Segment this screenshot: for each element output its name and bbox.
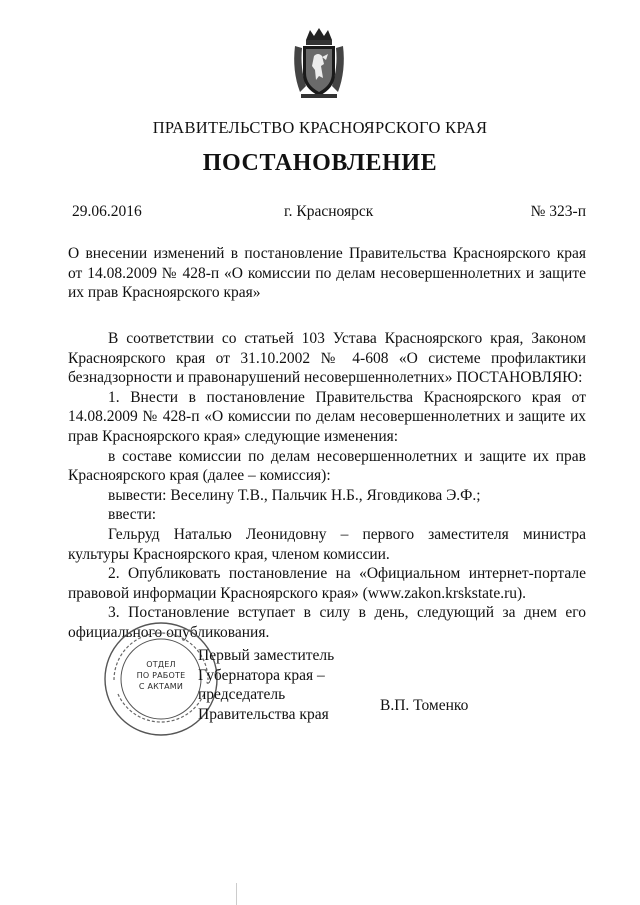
document-city: г. Красноярск: [284, 203, 374, 220]
signatory-role-line-3: председатель: [198, 686, 286, 704]
signatory-name: В.П. Томенко: [380, 697, 469, 714]
stamp-line-1: ОТДЕЛ: [146, 660, 176, 669]
stamp-line-3: С АКТАМИ: [138, 682, 184, 691]
document-number: № 323-п: [530, 203, 586, 220]
scan-margin-mark: [236, 883, 237, 905]
paragraph-new-member: Гельруд Наталью Леонидовну – первого заместителя министра культуры Красноярского края, членом комиссии.: [68, 525, 586, 563]
paragraph-basis: В соответствии со статьей 103 Устава Красноярского края, Законом Красноярского края от 31.10.2002 № 4-608 «О системе профилактики безнадзорности и правонарушений несовершеннолетних» ПОСТАНОВЛЯЮ:: [68, 330, 586, 387]
signatory-role-line-4: Правительства края: [198, 705, 329, 723]
government-name: ПРАВИТЕЛЬСТВО КРАСНОЯРСКОГО КРАЯ: [152, 118, 488, 137]
paragraph-item-2: 2. Опубликовать постановление на «Официальном интернет-портале правовой информации Красноярского края» (www.zakon.krskstate.ru).: [68, 565, 586, 602]
document-title: ПОСТАНОВЛЕНИЕ: [202, 150, 438, 176]
signatory-role: [198, 646, 334, 724]
paragraph-composition: в составе комиссии по делам несовершеннолетних и защите их прав Красноярского края (далее – комиссия):: [68, 447, 586, 485]
coat-of-arms-icon: [292, 26, 346, 100]
document-subject: О внесении изменений в постановление Правительства Красноярского края от 14.08.2009 № 428-п «О комиссии по делам несовершеннолетних и защите их прав Красноярского края»: [68, 245, 586, 301]
signatory-role-line-2: Губернатора края –: [198, 666, 325, 684]
stamp-line-2: ПО РАБОТЕ: [136, 671, 186, 680]
signatory-role-line-1: Первый заместитель: [198, 647, 335, 664]
document-body: [68, 329, 586, 643]
paragraph-item-3: 3. Постановление вступает в силу в день, следующий за днем его официального опубликования.: [68, 604, 586, 641]
paragraph-add: ввести:: [108, 506, 157, 524]
paragraph-item-1: 1. Внести в постановление Правительства Красноярского края от 14.08.2009 № 428-п «О комиссии по делам несовершеннолетних и защите их прав Красноярского края» следующие изменения:: [68, 388, 586, 445]
paragraph-remove: вывести: Веселину Т.В., Пальчик Н.Б., Яговдикова Э.Ф.;: [108, 486, 481, 504]
document-date: 29.06.2016: [72, 203, 142, 220]
